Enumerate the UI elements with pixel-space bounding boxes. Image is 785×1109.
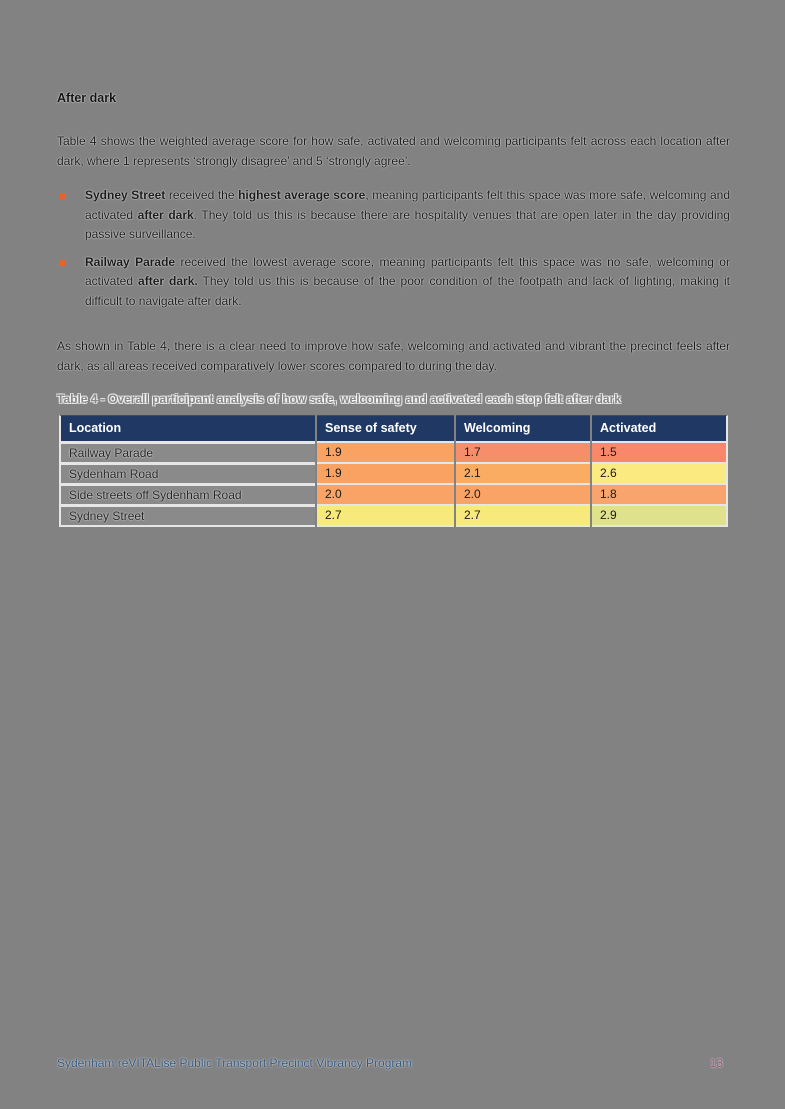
bullet-list xyxy=(57,186,730,311)
score-cell: 2.1 xyxy=(456,464,590,485)
table-caption: Table 4 - Overall participant analysis of how safe, welcoming and activated each stop felt after dark xyxy=(57,392,621,406)
score-cell: 2.6 xyxy=(592,464,728,485)
page-number: 13 xyxy=(709,1056,723,1070)
bullet-item-sydney-street xyxy=(57,186,730,245)
scores-table xyxy=(57,415,730,527)
column-header-activated: Activated xyxy=(592,415,728,443)
bullet-text: Railway Parade received the lowest average score, meaning participants felt this space was no safe, welcoming or activated after dark. They told us this is because of the poor condition of the footpath and lack of lighting, making it difficult to navigate after dark. xyxy=(85,254,730,308)
intro-paragraph: Table 4 shows the weighted average score for how safe, activated and welcoming participants felt across each location after dark, where 1 represents ‘strongly disagree’ and 5 ‘strongly agree’. xyxy=(57,134,730,168)
page-content xyxy=(57,0,730,527)
table-row xyxy=(59,464,728,485)
score-cell: 2.7 xyxy=(456,506,590,527)
location-cell: Sydenham Road xyxy=(59,464,315,485)
bullet-text: Sydney Street received the highest average score, meaning participants felt this space was more safe, welcoming and activated after dark. They told us this is because there are hospitality venues that are open later in the day providing passive surveillance. xyxy=(85,188,730,241)
scores-table-header xyxy=(59,415,728,443)
location-cell: Sydney Street xyxy=(59,506,315,527)
score-cell: 2.9 xyxy=(592,506,728,527)
column-header-location: Location xyxy=(59,415,315,443)
score-cell: 1.9 xyxy=(317,443,454,464)
section-heading: After dark xyxy=(57,91,117,105)
score-cell: 2.7 xyxy=(317,506,454,527)
score-cell: 1.8 xyxy=(592,485,728,506)
score-cell: 1.9 xyxy=(317,464,454,485)
score-cell: 1.7 xyxy=(456,443,590,464)
footer-title: Sydenham reVITALise Public Transport Precinct Vibrancy Program xyxy=(57,1056,413,1070)
table-row xyxy=(59,506,728,527)
table-row xyxy=(59,443,728,464)
bullet-item-railway-parade xyxy=(57,253,730,312)
bullet-square-icon xyxy=(60,260,66,266)
scores-table-body xyxy=(59,443,728,527)
location-cell: Railway Parade xyxy=(59,443,315,464)
table-row xyxy=(59,485,728,506)
score-cell: 1.5 xyxy=(592,443,728,464)
closing-paragraph: As shown in Table 4, there is a clear need to improve how safe, welcoming and activated and vibrant the precinct feels after dark, as all areas received comparatively lower scores compared to during the day. xyxy=(57,339,730,373)
score-cell: 2.0 xyxy=(456,485,590,506)
location-cell: Side streets off Sydenham Road xyxy=(59,485,315,506)
score-cell: 2.0 xyxy=(317,485,454,506)
page-footer xyxy=(57,1056,723,1070)
bullet-square-icon xyxy=(60,193,66,199)
column-header-sense-of-safety: Sense of safety xyxy=(317,415,454,443)
column-header-welcoming: Welcoming xyxy=(456,415,590,443)
